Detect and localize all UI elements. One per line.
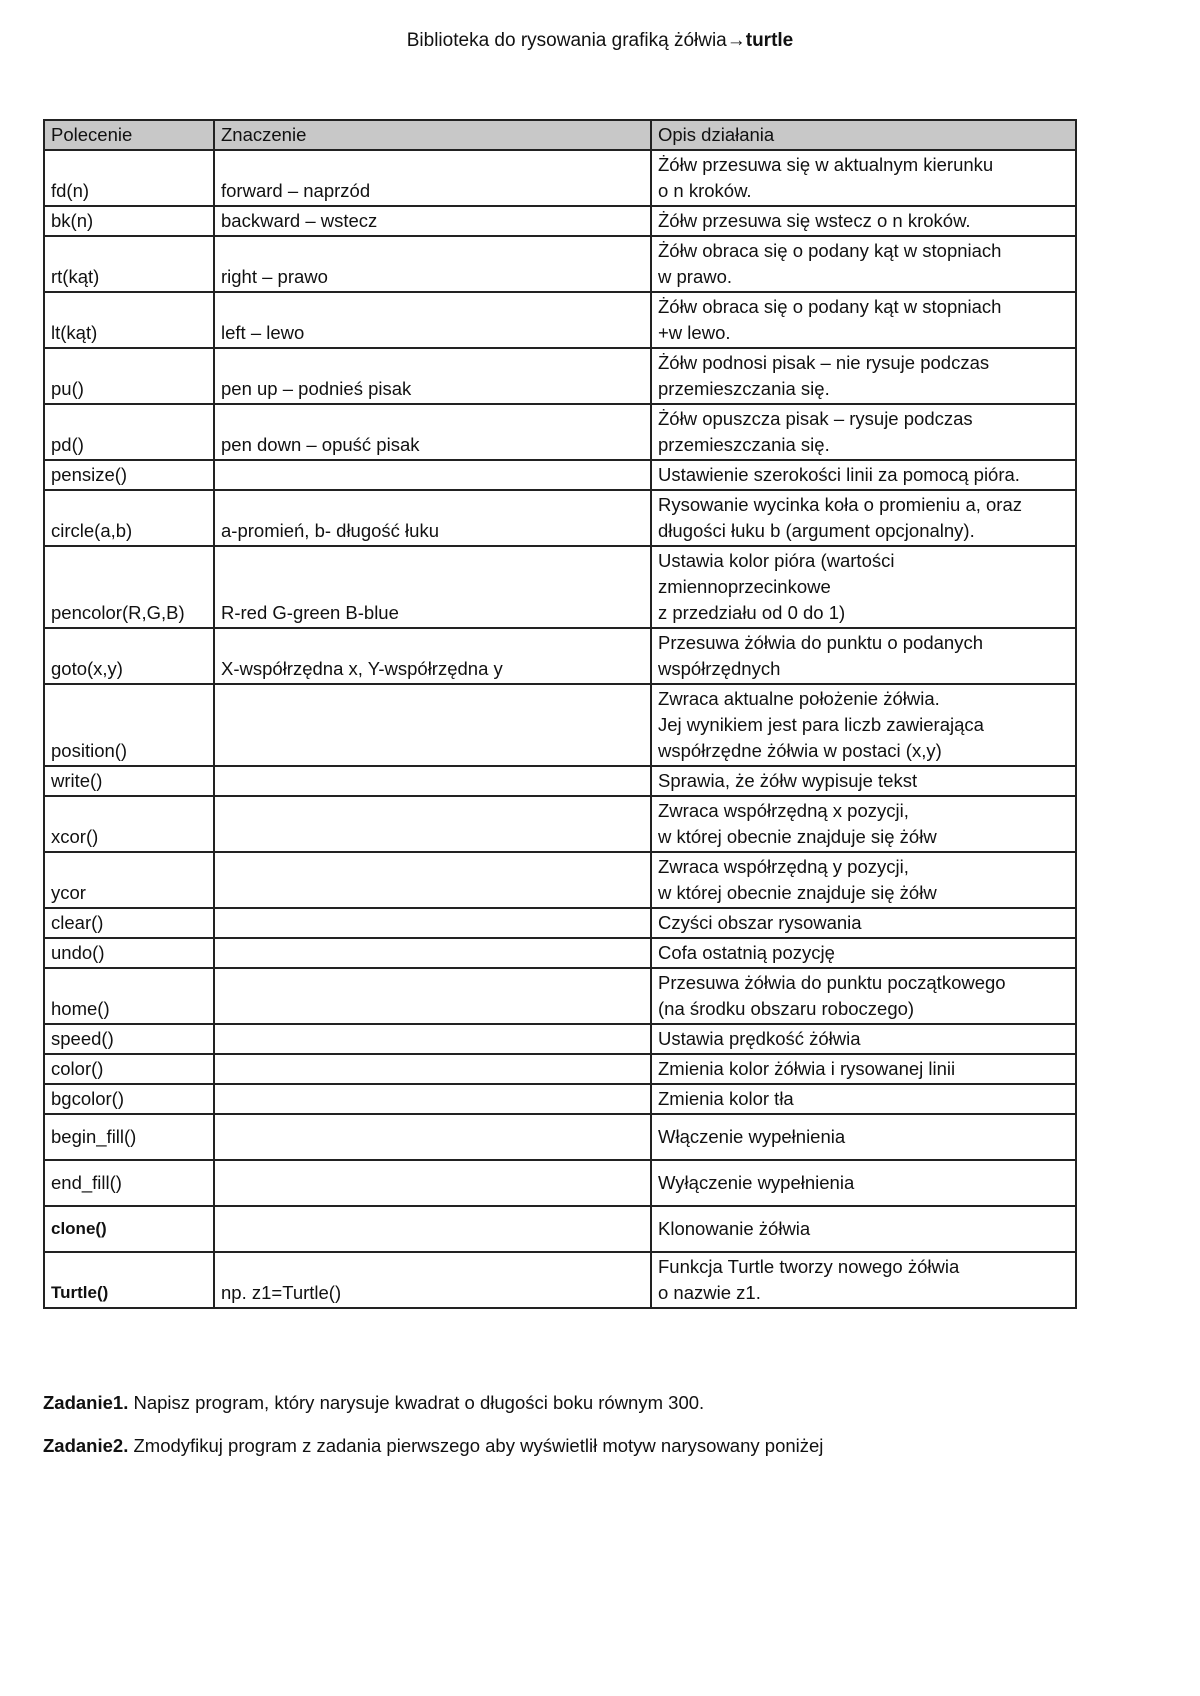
cell-meaning: forward – naprzód — [214, 150, 651, 206]
commands-table — [43, 119, 1077, 1309]
table-row — [44, 1054, 1076, 1084]
cell-command: lt(kąt) — [44, 292, 214, 348]
cell-meaning: right – prawo — [214, 236, 651, 292]
description-line: Żółw przesuwa się w aktualnym kierunku — [658, 154, 994, 175]
cell-meaning — [214, 938, 651, 968]
description-line: współrzędnych — [658, 658, 781, 679]
header-command: Polecenie — [44, 120, 214, 150]
table-row — [44, 546, 1076, 628]
cell-description — [651, 684, 1076, 766]
table-row — [44, 292, 1076, 348]
cell-command: Turtle() — [44, 1252, 214, 1308]
table-row — [44, 1252, 1076, 1308]
cell-description — [651, 1024, 1076, 1054]
table-row — [44, 1160, 1076, 1206]
description-line: o nazwie z1. — [658, 1282, 761, 1303]
cell-description — [651, 348, 1076, 404]
cell-command: pencolor(R,G,B) — [44, 546, 214, 628]
cell-command: fd(n) — [44, 150, 214, 206]
cell-meaning — [214, 968, 651, 1024]
cell-description — [651, 908, 1076, 938]
table-row — [44, 348, 1076, 404]
cell-description — [651, 1114, 1076, 1160]
title-suffix: turtle — [745, 30, 794, 51]
cell-meaning: X-współrzędna x, Y-współrzędna y — [214, 628, 651, 684]
cell-description — [651, 1054, 1076, 1084]
description-line: Cofa ostatnią pozycję — [658, 942, 835, 963]
cell-description — [651, 796, 1076, 852]
cell-command: goto(x,y) — [44, 628, 214, 684]
description-line: Wyłączenie wypełnienia — [658, 1172, 855, 1193]
table-row — [44, 236, 1076, 292]
description-line: w której obecnie znajduje się żółw — [658, 826, 937, 847]
description-line: długości łuku b (argument opcjonalny). — [658, 520, 975, 541]
table-row — [44, 796, 1076, 852]
cell-command: pd() — [44, 404, 214, 460]
table-row — [44, 938, 1076, 968]
cell-command: color() — [44, 1054, 214, 1084]
cell-meaning — [214, 1054, 651, 1084]
description-line: Przesuwa żółwia do punktu o podanych — [658, 632, 983, 653]
cell-meaning — [214, 1114, 651, 1160]
task-2-label: Zadanie2. — [43, 1435, 129, 1456]
description-line: przemieszczania się. — [658, 378, 830, 399]
cell-meaning — [214, 1024, 651, 1054]
table-row — [44, 1024, 1076, 1054]
cell-description — [651, 1252, 1076, 1308]
cell-command: pensize() — [44, 460, 214, 490]
cell-description — [651, 968, 1076, 1024]
table-row — [44, 490, 1076, 546]
cell-command: ycor — [44, 852, 214, 908]
cell-description — [651, 766, 1076, 796]
cell-meaning — [214, 460, 651, 490]
cell-command: clone() — [44, 1206, 214, 1252]
description-line: (na środku obszaru roboczego) — [658, 998, 915, 1019]
table-row — [44, 908, 1076, 938]
cell-description — [651, 292, 1076, 348]
description-line: Żółw podnosi pisak – nie rysuje podczas — [658, 352, 990, 373]
cell-command: position() — [44, 684, 214, 766]
description-line: Ustawia prędkość żółwia — [658, 1028, 861, 1049]
cell-description — [651, 236, 1076, 292]
cell-command: undo() — [44, 938, 214, 968]
header-meaning: Znaczenie — [214, 120, 651, 150]
cell-meaning — [214, 908, 651, 938]
cell-description — [651, 460, 1076, 490]
description-line: Żółw obraca się o podany kąt w stopniach — [658, 296, 1002, 317]
cell-meaning: a-promień, b- długość łuku — [214, 490, 651, 546]
table-row — [44, 852, 1076, 908]
description-line: Zwraca współrzędną y pozycji, — [658, 856, 909, 877]
description-line: Zmienia kolor tła — [658, 1088, 794, 1109]
table-row — [44, 460, 1076, 490]
description-line: o n kroków. — [658, 180, 752, 201]
cell-command: home() — [44, 968, 214, 1024]
description-line: Zwraca aktualne położenie żółwia. — [658, 688, 940, 709]
cell-command: pu() — [44, 348, 214, 404]
description-line: Żółw obraca się o podany kąt w stopniach — [658, 240, 1002, 261]
table-row — [44, 404, 1076, 460]
table-row — [44, 684, 1076, 766]
description-line: zmiennoprzecinkowe — [658, 576, 831, 597]
table-row — [44, 1084, 1076, 1114]
description-line: Czyści obszar rysowania — [658, 912, 862, 933]
description-line: Funkcja Turtle tworzy nowego żółwia — [658, 1256, 960, 1277]
cell-description — [651, 404, 1076, 460]
cell-meaning — [214, 1084, 651, 1114]
task-1-text: Napisz program, który narysuje kwadrat o długości boku równym 300. — [128, 1392, 705, 1413]
description-line: Ustawia kolor pióra (wartości — [658, 550, 895, 571]
description-line: Rysowanie wycinka koła o promieniu a, oraz — [658, 494, 1023, 515]
task-1-label: Zadanie1. — [43, 1392, 129, 1413]
description-line: Ustawienie szerokości linii za pomocą pióra. — [658, 464, 1020, 485]
task-2-text: Zmodyfikuj program z zadania pierwszego aby wyświetlił motyw narysowany poniżej — [128, 1435, 824, 1456]
description-line: Żółw przesuwa się wstecz o n kroków. — [658, 210, 971, 231]
cell-command: end_fill() — [44, 1160, 214, 1206]
cell-meaning — [214, 1160, 651, 1206]
description-line: z przedziału od 0 do 1) — [658, 602, 846, 623]
table-row — [44, 628, 1076, 684]
cell-command: circle(a,b) — [44, 490, 214, 546]
table-header-row — [44, 120, 1076, 150]
cell-description — [651, 1206, 1076, 1252]
table-row — [44, 206, 1076, 236]
table-row — [44, 150, 1076, 206]
cell-meaning: pen down – opuść pisak — [214, 404, 651, 460]
description-line: współrzędne żółwia w postaci (x,y) — [658, 740, 942, 761]
description-line: w której obecnie znajduje się żółw — [658, 882, 937, 903]
cell-meaning — [214, 852, 651, 908]
task-1 — [43, 1392, 704, 1414]
header-description: Opis działania — [651, 120, 1076, 150]
description-line: Zmienia kolor żółwia i rysowanej linii — [658, 1058, 956, 1079]
cell-description — [651, 546, 1076, 628]
table-row — [44, 968, 1076, 1024]
cell-meaning: pen up – podnieś pisak — [214, 348, 651, 404]
document-title — [0, 30, 1200, 52]
cell-description — [651, 1084, 1076, 1114]
cell-meaning: R-red G-green B-blue — [214, 546, 651, 628]
description-line: Włączenie wypełnienia — [658, 1126, 846, 1147]
cell-meaning: left – lewo — [214, 292, 651, 348]
cell-command: write() — [44, 766, 214, 796]
cell-command: clear() — [44, 908, 214, 938]
table-row — [44, 1206, 1076, 1252]
description-line: Klonowanie żółwia — [658, 1218, 811, 1239]
cell-command: speed() — [44, 1024, 214, 1054]
arrow-icon: → — [726, 30, 746, 51]
cell-meaning — [214, 796, 651, 852]
description-line: w prawo. — [658, 266, 733, 287]
cell-command: xcor() — [44, 796, 214, 852]
cell-description — [651, 490, 1076, 546]
table-row — [44, 766, 1076, 796]
cell-meaning — [214, 766, 651, 796]
cell-description — [651, 628, 1076, 684]
table-row — [44, 1114, 1076, 1160]
description-line: Przesuwa żółwia do punktu początkowego — [658, 972, 1006, 993]
cell-command: bk(n) — [44, 206, 214, 236]
cell-meaning: np. z1=Turtle() — [214, 1252, 651, 1308]
cell-description — [651, 206, 1076, 236]
description-line: Zwraca współrzędną x pozycji, — [658, 800, 909, 821]
cell-command: rt(kąt) — [44, 236, 214, 292]
cell-command: bgcolor() — [44, 1084, 214, 1114]
cell-description — [651, 852, 1076, 908]
description-line: +w lewo. — [658, 322, 731, 343]
description-line: Jej wynikiem jest para liczb zawierająca — [658, 714, 984, 735]
task-2 — [43, 1435, 823, 1457]
cell-meaning: backward – wstecz — [214, 206, 651, 236]
cell-command: begin_fill() — [44, 1114, 214, 1160]
description-line: przemieszczania się. — [658, 434, 830, 455]
title-prefix: Biblioteka do rysowania grafiką żółwia — [406, 30, 727, 51]
cell-description — [651, 938, 1076, 968]
description-line: Żółw opuszcza pisak – rysuje podczas — [658, 408, 973, 429]
cell-description — [651, 1160, 1076, 1206]
description-line: Sprawia, że żółw wypisuje tekst — [658, 770, 918, 791]
cell-description — [651, 150, 1076, 206]
cell-meaning — [214, 1206, 651, 1252]
cell-meaning — [214, 684, 651, 766]
